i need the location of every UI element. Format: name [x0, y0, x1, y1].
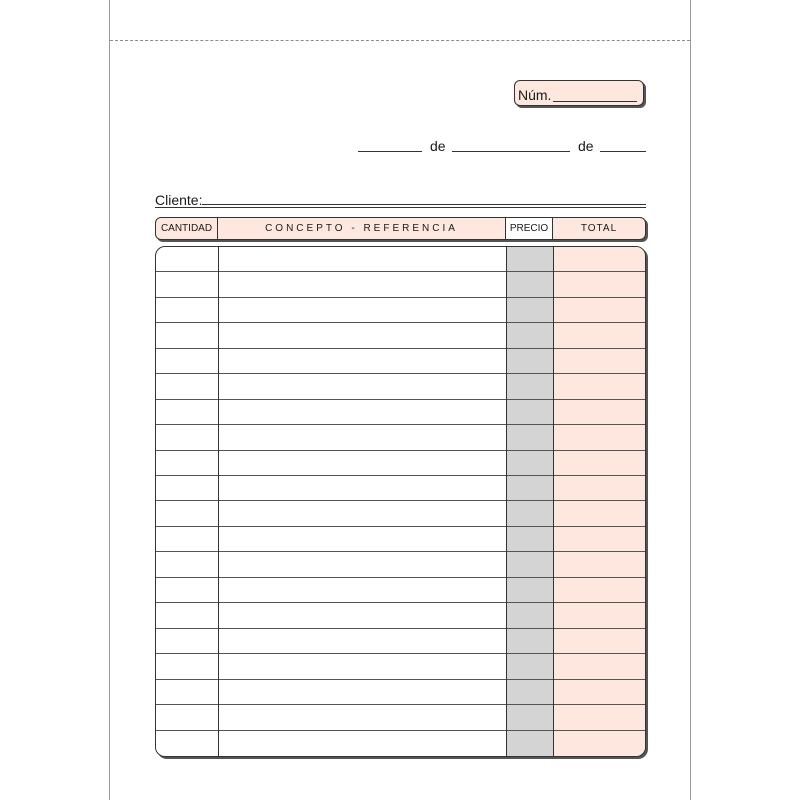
- invoice-number-label: Núm.: [518, 87, 552, 103]
- perforation-line: [110, 40, 690, 41]
- date-year-line[interactable]: [600, 151, 646, 152]
- table-row[interactable]: [156, 654, 645, 679]
- table-row[interactable]: [156, 578, 645, 603]
- table-row[interactable]: [156, 451, 645, 476]
- date-month-line[interactable]: [452, 151, 570, 152]
- column-divider: [553, 247, 554, 756]
- header-total: TOTAL: [580, 223, 618, 234]
- table-row[interactable]: [156, 502, 645, 527]
- table-row[interactable]: [156, 552, 645, 577]
- table-row[interactable]: [156, 349, 645, 374]
- invoice-number-line: [553, 101, 637, 102]
- header-precio: PRECIO: [506, 218, 553, 239]
- date-day-line[interactable]: [358, 151, 422, 152]
- date-de-2: de: [578, 138, 594, 154]
- column-divider: [506, 247, 507, 756]
- header-cantidad: CANTIDAD: [156, 218, 218, 239]
- table-row[interactable]: [156, 272, 645, 297]
- column-divider: [218, 247, 219, 756]
- line-items-table: [155, 246, 646, 757]
- table-row[interactable]: [156, 323, 645, 348]
- table-row[interactable]: [156, 527, 645, 552]
- table-row[interactable]: [156, 298, 645, 323]
- table-row[interactable]: [156, 374, 645, 399]
- client-underline: [155, 207, 646, 208]
- client-label: Cliente:: [155, 192, 203, 208]
- invoice-number-box[interactable]: [514, 80, 644, 106]
- table-row[interactable]: [156, 705, 645, 730]
- date-row: [358, 138, 646, 156]
- table-row[interactable]: [156, 680, 645, 705]
- table-row[interactable]: [156, 425, 645, 450]
- table-row[interactable]: [156, 731, 645, 756]
- table-row[interactable]: [156, 400, 645, 425]
- table-row[interactable]: [156, 247, 645, 272]
- table-rows: [156, 247, 645, 756]
- table-row[interactable]: [156, 603, 645, 628]
- client-line[interactable]: [202, 204, 646, 205]
- date-de-1: de: [430, 138, 446, 154]
- table-row[interactable]: [156, 476, 645, 501]
- table-header: [155, 217, 646, 240]
- table-row[interactable]: [156, 629, 645, 654]
- client-row: [155, 192, 646, 212]
- header-concepto: CONCEPTO - REFERENCIA: [218, 218, 506, 239]
